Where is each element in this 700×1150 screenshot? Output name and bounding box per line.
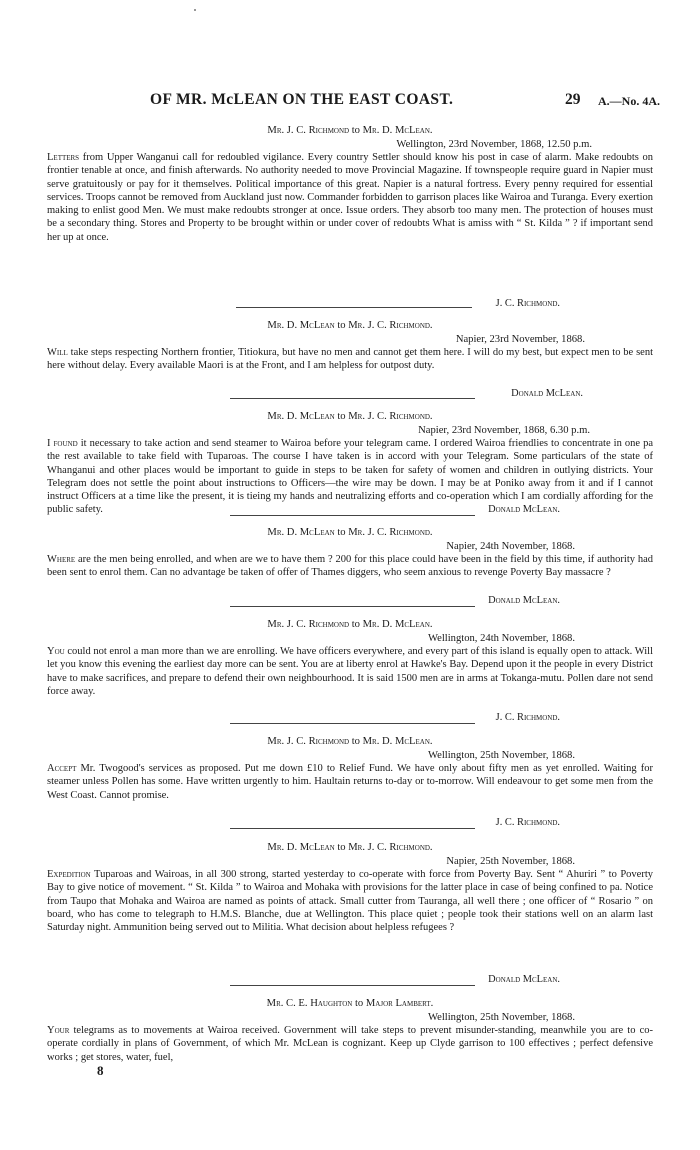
letter-signature: Donald McLean. [511,388,583,399]
letter-text: are the men being enrolled, and when are we to have them ? 200 for this place could have been in the field by this time, if authority had been sent to enrol them. Can no advantage be taken of offer of Thames diggers, who seem anxious to revenge Poverty Bay massacre ? [47,554,653,579]
speck-mark [194,9,196,11]
letter-to: Mr. D. McLean. [362,125,433,136]
letter-dateline: Wellington, 25th November, 1868. [427,750,575,761]
letter-text: from Upper Wanganui call for redoubled vigilance. Every country Settler should know his post in case of alarm. Make redoubts on frontier tenable at once, and finish afterwards. No authority needed to move Provincial Magazine. If townspeople require guard in Napier must serve gratuitously or pay for it themselves. Political importance of this great. Napier is a natural fortress. Every penny required for essential services. Troops cannot be removed from Auckland just now. Commander forbidden to garrison places like Wairoa and Turanga. Every exertion making to enlist good Men. We must make redoubts stronger at once. Issue orders. They absorb too many men. The protection of houses must be a secondary thing. Stores and Property to be brought within or under cover of redoubts What is amiss with “ St. Kilda ” ? if important send her up at once. [47,152,653,243]
letter-heading: Mr. J. C. Richmond to Mr. D. McLean. [267,736,433,747]
letter-lead: Where [47,554,76,565]
letter-body [47,645,653,698]
separator-rule [230,606,475,607]
running-head-title: OF MR. McLEAN ON THE EAST COAST. [150,91,454,108]
letter-heading: Mr. D. McLean to Mr. J. C. Richmond. [267,842,433,853]
letter-lead: Accept [47,763,77,774]
separator-rule [230,723,475,724]
letter-dateline: Napier, 24th November, 1868. [446,541,575,552]
letter-signature: J. C. Richmond. [495,712,560,723]
separator-rule [230,828,475,829]
letter-lead: Expedition [47,869,91,880]
letter-from: Mr. D. McLean [267,842,335,853]
letter-heading: Mr. J. C. Richmond to Mr. D. McLean. [267,125,433,136]
letter-text: Mr. Twogood's services as proposed. Put me down £10 to Relief Fund. We have only about fifty men as yet enrolled. Waiting for steamer unless Pollen has some. Have written urgently to him. Haultain returns to-day or to-morrow. Will endeavour to get some men from the West Coast. Cannot promise. [47,763,653,801]
letter-to: Mr. J. C. Richmond. [348,411,433,422]
letter-to: Mr. J. C. Richmond. [348,320,433,331]
letter-signature: Donald McLean. [488,504,560,515]
letter-from: Mr. J. C. Richmond [267,619,350,630]
letter-dateline: Wellington, 23rd November, 1868, 12.50 p.m. [396,139,592,150]
letter-to: Mr. D. McLean. [362,736,433,747]
letter-dateline: Wellington, 24th November, 1868. [427,633,575,644]
letter-heading: Mr. J. C. Richmond to Mr. D. McLean. [267,619,433,630]
letter-to: Mr. D. McLean. [362,619,433,630]
letter-dateline: Wellington, 25th November, 1868. [427,1012,575,1023]
letter-text: take steps respecting Northern frontier, Titiokura, but have no men and cannot get them here. I will do my best, but expect men to be sent here without delay. Every available Maori is at the Front, and I am helpless for outpost duty. [47,347,653,372]
letter-lead: Letters [47,152,80,163]
letter-body [47,868,653,934]
letter-dateline: Napier, 23rd November, 1868, 6.30 p.m. [418,425,590,436]
letter-body [47,346,653,373]
letter-dateline: Napier, 25th November, 1868. [446,856,575,867]
paper-reference: A.—No. 4A. [598,94,660,108]
separator-rule [236,307,472,308]
letter-heading: Mr. D. McLean to Mr. J. C. Richmond. [267,411,433,422]
letter-signature: Donald McLean. [488,974,560,985]
letter-body [47,1024,653,1064]
letter-signature: Donald McLean. [488,595,560,606]
separator-rule [230,515,475,516]
letter-heading: Mr. D. McLean to Mr. J. C. Richmond. [267,320,433,331]
letter-heading: Mr. D. McLean to Mr. J. C. Richmond. [267,527,433,538]
letter-text: telegrams as to movements at Wairoa received. Government will take steps to prevent misunder-standing, meanwhile you are to co-operate cordially in plans of Government, of which Mr. McLean is cognizant. Keep up Clyde garrison to 100 effectives ; perfect defensive works ; get stores, water, fuel, [47,1025,653,1063]
letter-signature: J. C. Richmond. [495,817,560,828]
letter-lead: You [47,646,65,657]
letter-signature: J. C. Richmond. [495,298,560,309]
letter-to: Mr. J. C. Richmond. [348,842,433,853]
printer-signature-mark: 8 [97,1063,104,1078]
page-number: 29 [565,91,581,108]
letter-body [47,151,653,244]
letter-to: Major Lambert. [365,998,434,1009]
letter-lead: I found [47,438,78,449]
letter-text: Tuparoas and Wairoas, in all 300 strong, started yesterday to co-operate with force from Poverty Bay. Sent “ Ahuriri ” to Poverty Bay to give notice of movement. “ St. Kilda ” to Wairoa and Mohaka with provisions for the latter place in case of being confined to pa. Notice from Taupo that Mohaka and Wairoa are named as points of attack. Small cutter from Tauranga, all well there ; one officer of “ Rosario ” on board, who has come to telegraph to H.M.S. Blanche, due at Wellington. This place quiet ; people took their stations well on an alarm last Saturday night. Ammunition being served out to Militia. What decision about helpless refugees ? [47,869,653,934]
letter-from: Mr. D. McLean [267,527,335,538]
letter-from: Mr. C. E. Haughton [266,998,353,1009]
letter-dateline: Napier, 23rd November, 1868. [455,334,585,345]
letter-heading: Mr. C. E. Haughton to Major Lambert. [266,998,434,1009]
letter-from: Mr. D. McLean [267,411,335,422]
letter-from: Mr. D. McLean [267,320,335,331]
letter-body [47,762,653,802]
letter-body [47,553,653,580]
letter-text: it necessary to take action and send steamer to Wairoa before your telegram came. I ordered Wairoa friendlies to concentrate in one pa the rest available to take field with Tuparoas. The course I have taken is in accord with your Telegram. Some particulars of the state of Whanganui and other places would be important to guide in steps to be taken for safety of women and children in outlying districts. Your Telegram does not settle the point about instructions to Officers—the wire may be down. I may be at Poniko away from it and if I cannot instruct Officers at a time like the present, it is tieing my hands and neutralizing efforts and co-operation which I am cordially affording for the public safety. [47,438,653,516]
letter-to: Mr. J. C. Richmond. [348,527,433,538]
separator-rule [230,398,475,399]
letter-text: could not enrol a man more than we are enrolling. We have officers everywhere, and every part of this island is equally open to attack. Will let you know this evening the earliest day more can be sent. You are at liberty enrol at Hawke's Bay. Depend upon it the people in every District have to make sacrifices, and prepare to defend their own neighbourhood. It is said 1500 men are in arms at Tokanga-mutu. Pollen dare not send force away. [47,646,653,697]
letter-lead: Your [47,1025,70,1036]
letter-from: Mr. J. C. Richmond [267,736,350,747]
letter-body [47,437,653,517]
letter-from: Mr. J. C. Richmond [267,125,350,136]
separator-rule [230,985,475,986]
letter-lead: Will [47,347,68,358]
